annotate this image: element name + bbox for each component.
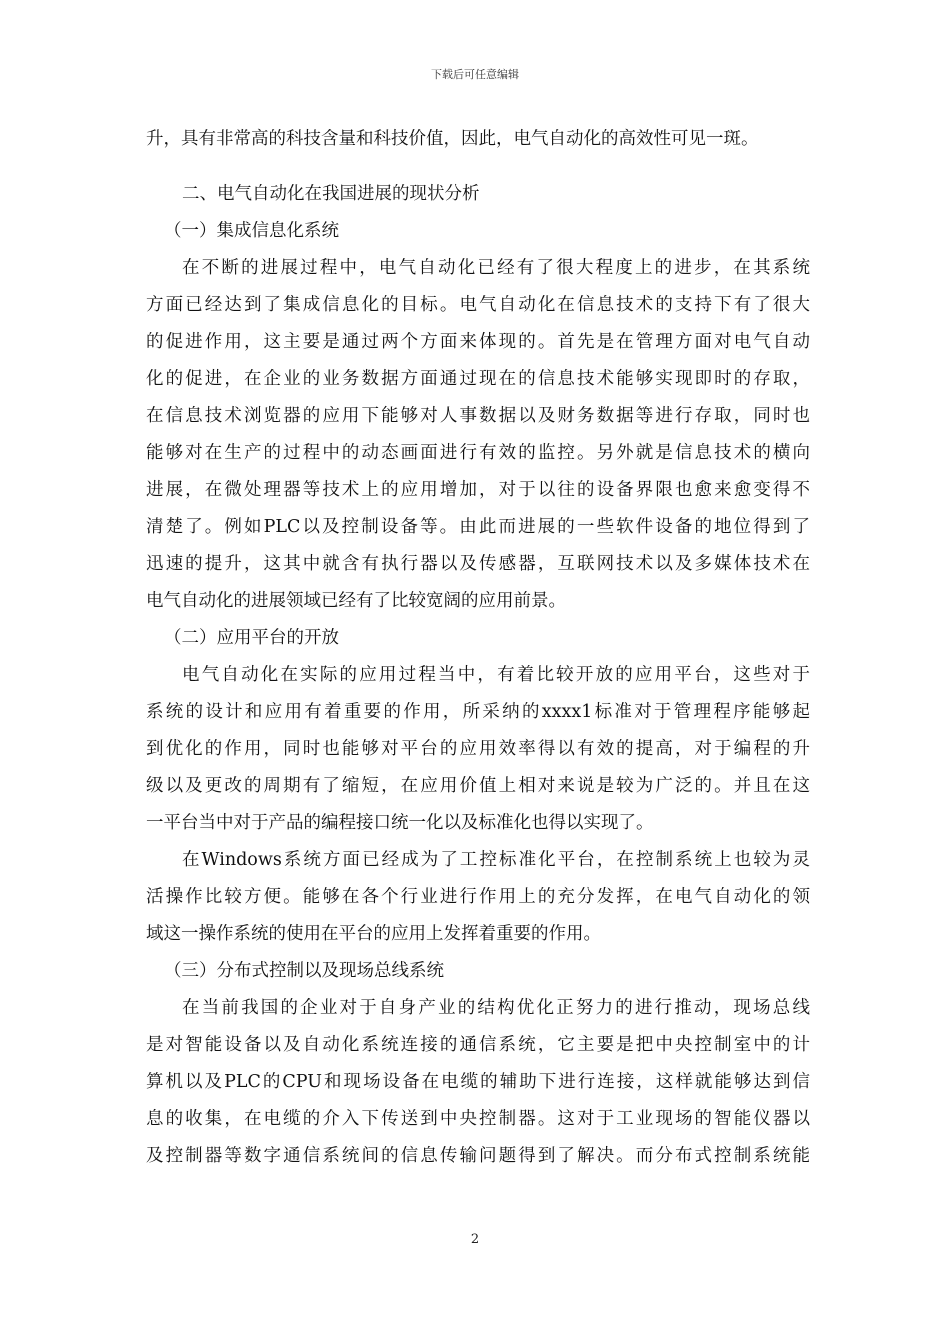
paragraph-line: 能够对在生产的过程中的动态画面进行有效的监控。另外就是信息技术的横向 <box>146 443 810 463</box>
section-heading: 二、电气自动化在我国进展的现状分析 <box>182 184 480 204</box>
paragraph-line: 域这一操作系统的使用在平台的应用上发挥着重要的作用。 <box>146 924 601 944</box>
document-body <box>146 121 810 1175</box>
paragraph-line: 系统的设计和应用有着重要的作用，所采纳的xxxx1标准对于管理程序能够起 <box>146 702 810 722</box>
paragraph-line: 活操作比较方便。能够在各个行业进行作用上的充分发挥，在电气自动化的领 <box>146 887 810 907</box>
paragraph-line: 在当前我国的企业对于自身产业的结构优化正努力的进行推动，现场总线 <box>182 998 810 1018</box>
paragraph-line: 的促进作用，这主要是通过两个方面来体现的。首先是在管理方面对电气自动 <box>146 332 810 352</box>
paragraph-line: 在Windows系统方面已经成为了工控标准化平台，在控制系统上也较为灵 <box>182 850 810 870</box>
paragraph-line: 在信息技术浏览器的应用下能够对人事数据以及财务数据等进行存取，同时也 <box>146 406 810 426</box>
subsection-heading-3: （三）分布式控制以及现场总线系统 <box>164 961 444 981</box>
page-number: 2 <box>470 1232 480 1247</box>
paragraph-line: 电气自动化的进展领域已经有了比较宽阔的应用前景。 <box>146 591 566 611</box>
paragraph-line: 迅速的提升，这其中就含有执行器以及传感器，互联网技术以及多媒体技术在 <box>146 554 810 574</box>
page-header: 下载后可任意编辑 <box>431 68 519 81</box>
paragraph-continuation-line: 升，具有非常高的科技含量和科技价值，因此，电气自动化的高效性可见一斑。 <box>146 129 759 149</box>
paragraph-line: 在不断的进展过程中，电气自动化已经有了很大程度上的进步，在其系统 <box>182 258 810 278</box>
paragraph-line: 级以及更改的周期有了缩短，在应用价值上相对来说是较为广泛的。并且在这 <box>146 776 810 796</box>
paragraph-line: 是对智能设备以及自动化系统连接的通信系统，它主要是把中央控制室中的计 <box>146 1035 810 1055</box>
section-gap <box>146 158 810 176</box>
subsection-heading-2: （二）应用平台的开放 <box>164 628 339 648</box>
paragraph-line: 算机以及PLC的CPU和现场设备在电缆的辅助下进行连接，这样就能够达到信 <box>146 1072 810 1092</box>
paragraph-line: 电气自动化在实际的应用过程当中，有着比较开放的应用平台，这些对于 <box>182 665 810 685</box>
subsection-heading-1: （一）集成信息化系统 <box>164 221 339 241</box>
paragraph-line: 及控制器等数字通信系统间的信息传输问题得到了解决。而分布式控制系统能 <box>146 1146 810 1166</box>
paragraph-line: 清楚了。例如PLC以及控制设备等。由此而进展的一些软件设备的地位得到了 <box>146 517 810 537</box>
paragraph-line: 到优化的作用，同时也能够对平台的应用效率得以有效的提高，对于编程的升 <box>146 739 810 759</box>
paragraph-line: 进展，在微处理器等技术上的应用增加，对于以往的设备界限也愈来愈变得不 <box>146 480 810 500</box>
paragraph-line: 息的收集，在电缆的介入下传送到中央控制器。这对于工业现场的智能仪器以 <box>146 1109 810 1129</box>
paragraph-line: 化的促进，在企业的业务数据方面通过现在的信息技术能够实现即时的存取， <box>146 369 810 389</box>
paragraph-line: 一平台当中对于产品的编程接口统一化以及标准化也得以实现了。 <box>146 813 654 833</box>
paragraph-line: 方面已经达到了集成信息化的目标。电气自动化在信息技术的支持下有了很大 <box>146 295 810 315</box>
